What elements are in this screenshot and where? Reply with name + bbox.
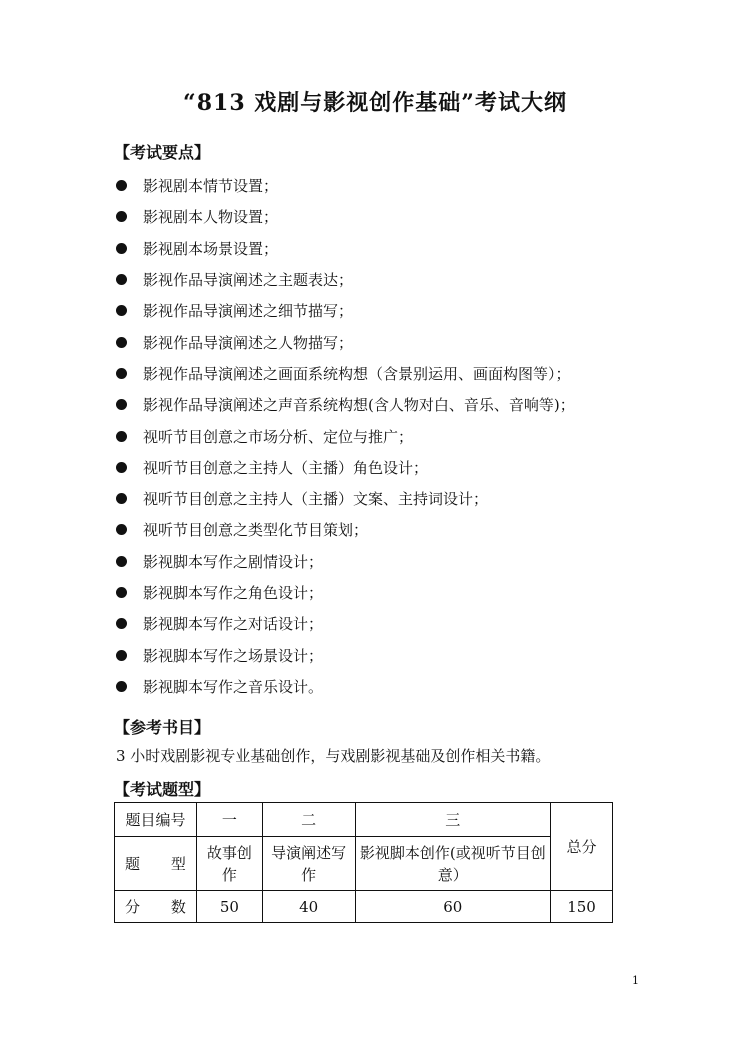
section-heading-references: 【参考书目】 (114, 718, 211, 737)
bullet-icon (116, 337, 127, 348)
table-cell: 60 (355, 891, 550, 923)
list-item: 视听节目创意之类型化节目策划； (112, 514, 575, 545)
list-item: 影视脚本写作之对话设计； (112, 608, 575, 639)
section-heading-exam-points: 【考试要点】 (114, 143, 211, 162)
list-item: 影视剧本场景设置； (112, 233, 575, 264)
table-cell: 一 (196, 803, 262, 837)
bullet-icon (116, 305, 127, 316)
table-cell-total: 150 (551, 891, 613, 923)
list-item: 影视剧本情节设置； (112, 170, 575, 201)
list-item: 影视脚本写作之剧情设计； (112, 546, 575, 577)
table-cell-label: 分 数 (115, 891, 197, 923)
list-item: 影视脚本写作之音乐设计。 (112, 671, 575, 702)
list-item: 视听节目创意之主持人（主播）角色设计； (112, 452, 575, 483)
table-cell-label: 题 型 (115, 837, 197, 891)
bullet-icon (116, 493, 127, 504)
table-cell: 影视脚本创作(或视听节目创意） (355, 837, 550, 891)
bullet-icon (116, 556, 127, 567)
bullet-icon (116, 211, 127, 222)
document-title: “813 戏剧与影视创作基础”考试大纲 (183, 90, 567, 116)
bullet-icon (116, 180, 127, 191)
list-item: 影视作品导演阐述之主题表达； (112, 264, 575, 295)
list-item: 视听节目创意之主持人（主播）文案、主持词设计； (112, 483, 575, 514)
table-cell: 50 (196, 891, 262, 923)
bullet-icon (116, 587, 127, 598)
list-item: 影视作品导演阐述之人物描写； (112, 326, 575, 357)
table-cell: 故事创作 (196, 837, 262, 891)
section-heading-question-types: 【考试题型】 (114, 780, 211, 799)
bullet-icon (116, 399, 127, 410)
list-item: 影视脚本写作之场景设计； (112, 639, 575, 670)
list-item: 影视脚本写作之角色设计； (112, 577, 575, 608)
list-item: 影视作品导演阐述之细节描写； (112, 295, 575, 326)
table-cell: 导演阐述写作 (262, 837, 355, 891)
list-item: 影视作品导演阐述之声音系统构想(含人物对白、音乐、音响等)； (112, 389, 575, 420)
bullet-icon (116, 462, 127, 473)
bullet-icon (116, 431, 127, 442)
table-cell: 三 (355, 803, 550, 837)
list-item: 影视剧本人物设置； (112, 201, 575, 232)
page-number: 1 (632, 974, 639, 987)
bullet-icon (116, 368, 127, 379)
table-row (115, 803, 613, 837)
table-cell-label: 题目编号 (115, 803, 197, 837)
table-row (115, 891, 613, 923)
list-item: 视听节目创意之市场分析、定位与推广； (112, 420, 575, 451)
bullet-icon (116, 243, 127, 254)
list-item: 影视作品导演阐述之画面系统构想（含景别运用、画面构图等）； (112, 358, 575, 389)
table-cell-total-header: 总分 (551, 803, 613, 891)
question-type-table (114, 802, 613, 923)
references-text: 3 小时戏剧影视专业基础创作，与戏剧影视基础及创作相关书籍。 (116, 747, 551, 765)
table-row (115, 837, 613, 891)
bullet-icon (116, 618, 127, 629)
table-cell: 二 (262, 803, 355, 837)
exam-points-list (112, 170, 575, 702)
bullet-icon (116, 650, 127, 661)
table-cell: 40 (262, 891, 355, 923)
bullet-icon (116, 681, 127, 692)
bullet-icon (116, 274, 127, 285)
bullet-icon (116, 524, 127, 535)
